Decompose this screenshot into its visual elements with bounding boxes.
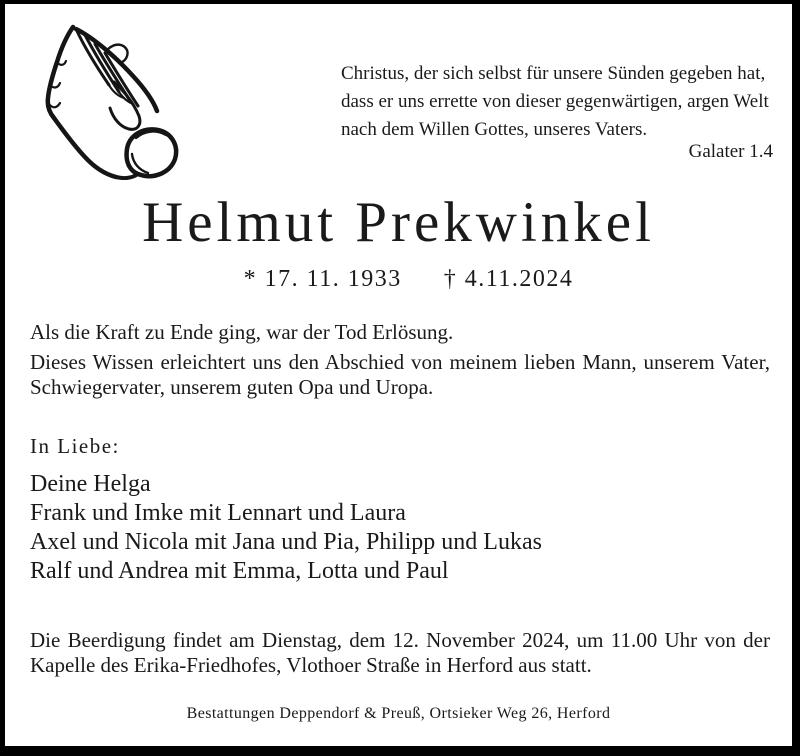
- mourner-line: Deine Helga: [30, 471, 151, 497]
- deceased-name: Helmut Prekwinkel: [142, 191, 655, 254]
- mourner-line: Frank und Imke mit Lennart und Laura: [30, 500, 406, 526]
- obituary-paragraph-line: Schwiegervater, unserem guten Opa und Uropa.: [30, 375, 434, 399]
- scripture-line: nach dem Willen Gottes, unseres Vaters.: [341, 119, 648, 140]
- death-date: † 4.11.2024: [443, 266, 574, 292]
- scripture-line: Christus, der sich selbst für unsere Sünden gegeben hat,: [341, 63, 766, 84]
- obituary-opening-line: Als die Kraft zu Ende ging, war der Tod Erlösung.: [30, 320, 454, 344]
- funeral-home-line: Bestattungen Deppendorf & Preuß, Ortsieker Weg 26, Herford: [186, 705, 611, 722]
- obituary-paragraph: [30, 350, 770, 400]
- funeral-info: [30, 628, 770, 678]
- birth-date: * 17. 11. 1933: [243, 266, 402, 292]
- mourner-line: Axel und Nicola mit Jana und Pia, Philipp und Lukas: [30, 529, 542, 555]
- praying-hands-icon: [21, 18, 181, 180]
- mourners-list: [30, 470, 770, 586]
- mourners-intro: In Liebe:: [30, 434, 120, 458]
- scripture-quote: [341, 60, 773, 166]
- scripture-line: dass er uns errette von dieser gegenwärtigen, argen Welt: [341, 91, 769, 112]
- funeral-info-line: Kapelle des Erika-Friedhofes, Vlothoer Straße in Herford aus statt.: [30, 653, 592, 677]
- life-dates: [15, 265, 800, 293]
- obituary-paragraph-line: Dieses Wissen erleichtert uns den Abschied von meinem lieben Mann, unserem Vater,: [30, 350, 770, 374]
- scripture-source: Galater 1.4: [688, 141, 773, 162]
- mourner-line: Ralf und Andrea mit Emma, Lotta und Paul: [30, 558, 449, 584]
- funeral-info-line: Die Beerdigung findet am Dienstag, dem 12. November 2024, um 11.00 Uhr von der: [30, 628, 770, 652]
